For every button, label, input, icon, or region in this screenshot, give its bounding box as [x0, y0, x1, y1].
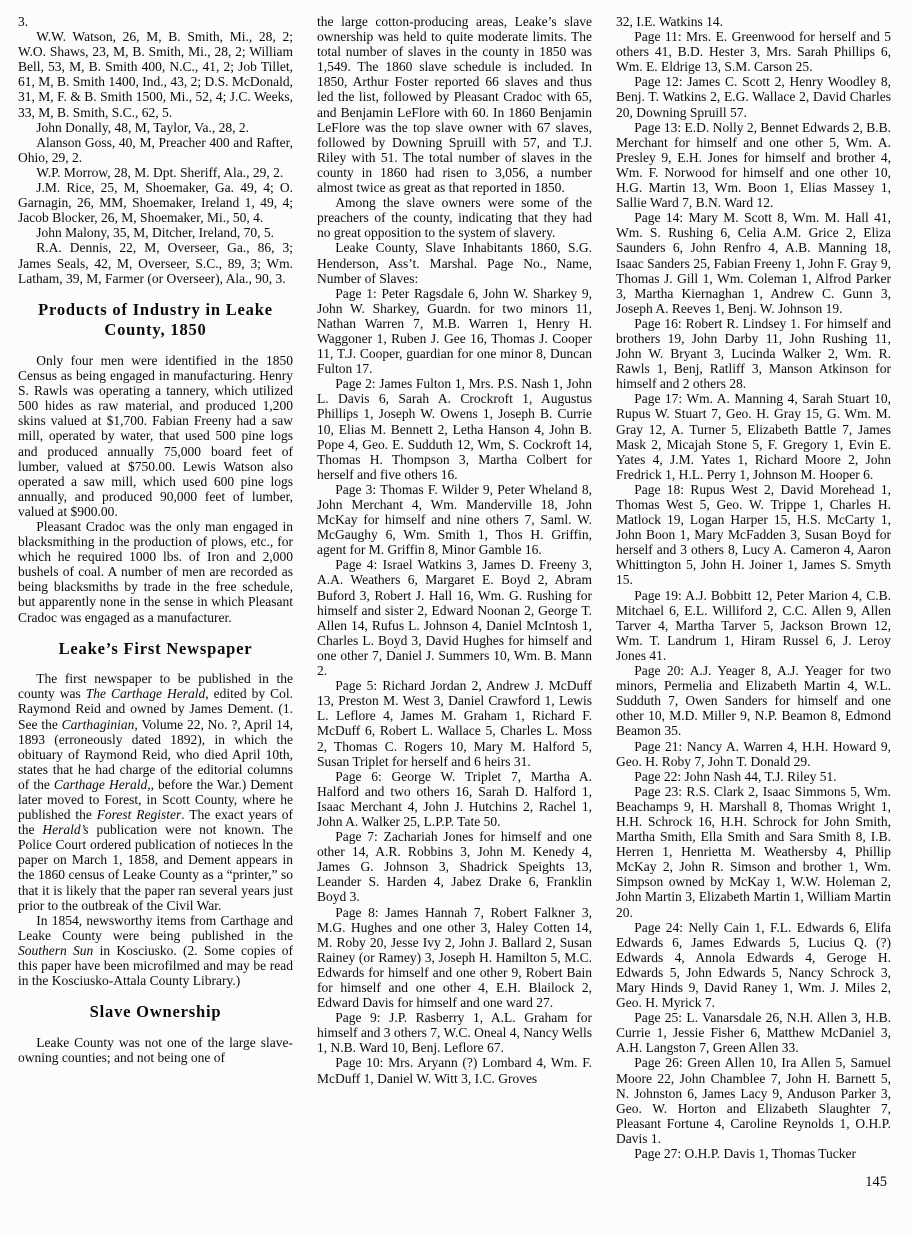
census-entry: Page 26: Green Allen 10, Ira Allen 5, Samuel Moore 22, John Chamblee 7, John H. Barnett 5, N. Johnston 6, James Lacy 9, Anduson Parker 3, Geo. W. Horton and Elizabeth Slaughter 7, Pleasant Fortune 4, Caroline Reynolds 1, O.H.P. Davis 1.: [616, 1055, 891, 1146]
census-entry: Page 13: E.D. Nolly 2, Bennet Edwards 2, B.B. Merchant for himself and one other 5, Wm. A. Presley 9, E.H. Jones for himself and brother 4, Wm. F. Norwood for himself and one other 10, H.G. Martin 13, Wm. Boon 1, Elias Massey 1, Sallie Ward 7, B.N. Ward 12.: [616, 119, 891, 211]
census-entry: Page 11: Mrs. E. Greenwood for herself and 5 others 41, B.D. Hester 3, Mrs. Sarah Phillips 6, Wm. E. Eldrige 13, S.M. Carson 25.: [616, 29, 891, 75]
body-text: , before the War.) Dement later moved to Forest, in Scott County, where he published the: [18, 776, 293, 823]
census-entry: Page 6: George W. Triplet 7, Martha A. Halford and two others 16, Sarah D. Halford 1, Isaac Merchant 4, John J. Hutchins 2, Rachel 1, John A. Walker 25, L.P.P. Tate 50.: [317, 768, 592, 829]
italic-title-text: Carthage Herald,: [53, 776, 151, 792]
census-entry: Page 4: Israel Watkins 3, James D. Freeny 3, A.A. Weathers 6, Margaret E. Boyd 2, Abram Buford 3, Robert J. Hall 16, Wm. G. Rushing for himself and sister 2, Edward Noonan 2, George T. Allen 14, Rufus L. Johnson 4, Daniel McIntosh 1, Charles L. Boyd 3, David Hughes for himself and one other 7, Daniel J. Summers 10, Wm. B. Mann 2.: [317, 557, 592, 679]
census-entry: Page 1: Peter Ragsdale 6, John W. Sharkey 9, John W. Sharkey, Guardn. for two minors 11, Nathan Warren 7, M.B. Warren 1, Henry H. Waggoner 1, Ruben J. Gee 16, Thomas J. Cooper 11, T.J. Cooper, guardian for one minor 8, Duncan Fulton 17.: [317, 285, 592, 377]
text-paragraph: Pleasant Cradoc was the only man engaged in blacksmithing in the production of plows, etc., for which he required 1000 lbs. of Iron and 2,000 bushels of coal. A number of men are recorded as being blacksmiths by trade in the free schedule, but apparently none in the sense in which Pleasant Cradoc was engaged as a manufacturer.: [18, 518, 293, 625]
column-right: [616, 14, 891, 1221]
census-entry: Page 22: John Nash 44, T.J. Riley 51.: [634, 768, 837, 784]
text-paragraph: W.W. Watson, 26, M, B. Smith, Mi., 28, 2; W.O. Shaws, 23, M, B. Smith, Mi., 28, 2; William Bell, 53, M, B. Smith 400, N.C., 41, 2; Job Tillet, 61, M, B. Smith 1400, Ind., 43, 2; D.S. McDonald, 31, M, F. & B. Smith 1500, Mi., 52, 4; J.C. Weeks, 33, M, B. Smith, S.C., 62, 5.: [18, 29, 293, 120]
census-entry: Page 12: James C. Scott 2, Henry Woodley 8, Benj. T. Watkins 2, E.G. Wallace 2, David Charles 20, Downing Spruill 57.: [616, 74, 891, 120]
census-entry: Page 16: Robert R. Lindsey 1. For himself and brothers 19, John Darby 11, John Rushing 11, John W. Bryant 3, Lucinda Walker 2, Wm. R. Rawls 1, Benj, Ratliff 3, Manson Atkinson for himself and 2 others 28.: [616, 315, 891, 392]
section-heading: Leake’s First Newspaper: [58, 638, 253, 658]
text-paragraph: R.A. Dennis, 22, M, Overseer, Ga., 86, 3; James Seals, 42, M, Overseer, S.C., 89, 3; Wm. Latham, 39, M, Farmer (or Overseer), Ala., 90, 3.: [18, 240, 293, 286]
body-text: publication were not known. The Police Court ordered publication of notieces ln the paper on March 1, 1858, and Dement appears in the 1860 census of Leake County as a “printer,” so that it is likely that the paper ran several years just prior to the outbreak of the Civil War.: [18, 822, 293, 913]
text-paragraph: the large cotton-producing areas, Leake’s slave ownership was held to quite moderate limits. The total number of slaves in the county in 1850 was 1,549. The 1860 slave schedule is included. In 1850, Arthur Foster reported 66 slaves and thus led the list, followed by Pleasant Cradoc with 65, and Benjamin LeFlore with 60. In 1860 Benjamin LeFlore was the top slave owner with 67 slaves, followed by Downing Spruill with 57, and T.J. Riley with 51. The total number of slaves in the county in 1860 had risen to 3,056, a number almost twice as great as that reported in 1850.: [317, 14, 592, 196]
text-paragraph: Among the slave owners were some of the preachers of the county, indicating that they had no great opposition to the system of slavery.: [317, 195, 592, 241]
text-paragraph: W.P. Morrow, 28, M. Dpt. Sheriff, Ala., 29, 2.: [36, 164, 284, 180]
census-entry: Page 17: Wm. A. Manning 4, Sarah Stuart 10, Rupus W. Stuart 7, Geo. H. Gray 15, G. Wm. M. Gray 12, A. Turner 5, Elizabeth Battle 7, James Mask 2, Micajah Stone 5, F. Gregory 1, Evin E. Yates 4, J.M. Yates 1, Richard Moore 2, John Fredrick 1, H.L. Perry 1, Johnson M. Hooper 6.: [616, 391, 891, 482]
text-paragraph: Alanson Goss, 40, M, Preacher 400 and Rafter, Ohio, 29, 2.: [18, 134, 293, 165]
text-paragraph: 3.: [18, 14, 29, 29]
census-entry: Page 5: Richard Jordan 2, Andrew J. McDuff 13, Preston M. West 3, Daniel Crawford 1, Lewis L. Leflore 4, James M. Graham 1, Richard F. McDuff 6, Robert L. Wallace 5, Charles L. Moss 2, Thomas C. Rogers 10, Mary M. Halford 5, Susan Triplet for herself and 6 heirs 31.: [317, 678, 592, 769]
body-text: In 1854, newsworthy items from Carthage and Leake County were being published in the: [18, 912, 293, 943]
italic-title-text: Southern Sun: [18, 942, 94, 958]
text-paragraph: John Malony, 35, M, Ditcher, Ireland, 70, 5.: [36, 225, 275, 241]
body-text: , Volume 22, No. ?, April 14, 1893 (erroneously dated 1892), in which the obituary of Raymond Reid, who died April 10th, states that he had charge of the editorial columns of the: [18, 716, 293, 792]
column-left: [18, 14, 293, 1221]
text-paragraph: Leake County, Slave Inhabitants 1860, S.G. Henderson, Ass’t. Marshal. Page No., Name, Number of Slaves:: [317, 240, 592, 286]
census-entry: Page 18: Rupus West 2, David Morehead 1, Thomas West 5, Geo. W. Trippe 1, Charles H. Matlock 19, Logan Harper 15, H.S. McCarty 1, John Boon 1, Mary McFadden 3, Susan Boyd for herself and 3 others 8, Lucy A. Cameron 4, Aaron Whittington 5, John H. Joiner 1, James S. Smyth 15.: [616, 481, 891, 588]
italic-title-text: Forest Register: [96, 807, 182, 823]
census-entry: Page 8: James Hannah 7, Robert Falkner 3, M.G. Hughes and one other 3, Haley Cotten 14, M. Roby 20, Jesse Ivy 2, John J. Ballard 2, Susan Rainey (or Ramey) 3, Joseph H. Hamilton 5, M.C. Edwards for himself and one other 9, Robert Bain for himself and one other 4, E.H. Blailock 2, Edward Davis for himself and one ward 27.: [317, 904, 592, 1011]
body-text: in Kosciusko. (2. Some copies of this paper have been microfilmed and may be read in the Kosciusko-Attala County Library.): [18, 942, 294, 989]
text-paragraph: [18, 671, 293, 913]
census-entry: Page 20: A.J. Yeager 8, A.J. Yeager for two minors, Permelia and Elizabeth Martin 4, W.L. Sudduth 7, Owen Sanders for himself and one other 10, M.D. Miller 9, N.P. Beamon 8, Edmond Beamon 35.: [616, 663, 891, 739]
census-entry: Page 21: Nancy A. Warren 4, H.H. Howard 9, Geo. H. Roby 7, John T. Donald 29.: [616, 738, 891, 769]
text-paragraph: Leake County was not one of the large slave-owning counties; and not being one of: [18, 1034, 293, 1065]
census-entry: Page 14: Mary M. Scott 8, Wm. M. Hall 41, Wm. S. Rushing 6, Celia A.M. Grice 2, Eliza Saunders 6, John Renfro 4, A.B. Manning 18, Isaac Sanders 25, Fabian Freeny 1, John F. Gray 9, Thomas J. Gill 1, Wm. Coleman 1, Alfrod Parker 3, Martha Kiernaghan 1, Andrew C. Gunn 3, Joseph A. Reeves 1, Benj. W. Johnson 19.: [616, 210, 891, 316]
census-entry: Page 23: R.S. Clark 2, Isaac Simmons 5, Wm. Beachamps 9, H. Marshall 8, Thomas Wright 1, H.H. Schrock 16, H.H. Schrock for John Smith, Martha Smith, Ella Smith and Sara Smith 8, I.B. Herren 1, Henrietta M. Weathersby 4, Phillip McKay 2, John R. Simson and brother 1, Wm. Simpson owned by McKay 1, W.W. Holeman 2, John Martin 3, Elizabeth Martin 1, William Martin 20.: [616, 783, 891, 920]
italic-title-text: The Carthage Herald: [85, 686, 206, 702]
text-paragraph: 32, I.E. Watkins 14.: [616, 14, 724, 29]
census-entry: Page 3: Thomas F. Wilder 9, Peter Wheland 8, John Merchant 4, Wm. Manderville 18, John McKay for himself and nine others 7, Saml. W. McGaughy 6, Wm. Smith 1, Thos H. Griffin, agent for M. Griffin 8, Minor Gamble 16.: [317, 481, 592, 558]
body-text: . The exact years of the: [18, 807, 293, 838]
text-paragraph: [18, 913, 293, 988]
italic-title-text: Herald’s: [42, 822, 89, 838]
column-middle: [317, 14, 592, 1221]
census-entry: Page 25: L. Vanarsdale 26, N.H. Allen 3, H.B. Currie 1, Jessie Fisher 6, Matthew McDaniel 3, A.H. Langston 7, Green Allen 33.: [616, 1010, 891, 1056]
census-entry: Page 10: Mrs. Aryann (?) Lombard 4, Wm. F. McDuff 1, Daniel W. Witt 3, I.C. Groves: [317, 1055, 592, 1086]
italic-title-text: Carthaginian: [61, 716, 135, 732]
body-text: , edited by Col. Raymond Reid and owned by James Dement. (1. See the: [18, 686, 293, 732]
text-paragraph: J.M. Rice, 25, M, Shoemaker, Ga. 49, 4; O. Garnagin, 26, MM, Shoemaker, Ireland 1, 49, 4; Jacob Blocker, 26, M, Shoemaker, Mi., 50, 4.: [18, 180, 293, 226]
section-heading: Slave Ownership: [89, 1002, 222, 1022]
census-entry: Page 2: James Fulton 1, Mrs. P.S. Nash 1, John L. Davis 6, Sarah A. Crockroft 1, Augustus Phillips 1, Joseph W. Owens 1, Joseph B. Currie 10, Elias M. Bennett 2, Letha Hanson 4, John B. Pope 4, Geo. E. Sudduth 12, Wm, S. Cockroft 14, Thomas H. Thompson 3, Martha Colbert for herself and five others 16.: [317, 376, 592, 482]
text-paragraph: John Donally, 48, M, Taylor, Va., 28, 2.: [36, 119, 249, 135]
census-entry: Page 7: Zachariah Jones for himself and one other 14, A.R. Robbins 3, John M. Kenedy 4, James G. Johnson 3, Shadrick Speights 13, Leander S. Harden 4, Jabez Drake 6, Franklin Boyd 3.: [317, 829, 592, 905]
section-heading: Products of Industry in Leake County, 1850: [38, 299, 273, 340]
census-entry: Page 19: A.J. Bobbitt 12, Peter Marion 4, C.B. Mitchael 6, E.L. Williford 2, C.C. Allen 9, Allen Tarver 4, Martha Tarver 5, Jackson Brown 12, Wm. T. Landrum 1, Hiram Russel 6, J. Leroy Jones 41.: [616, 587, 891, 663]
census-entry: Page 24: Nelly Cain 1, F.L. Edwards 6, Elifa Edwards 6, James Edwards 5, Lucius Q. (?) Edwards 4, Annola Edwards 4, Geroge H. Edwards 5, John Edwards 5, Nancy Schrock 3, Mary Hinds 9, David Raney 1, Wm. J. Miles 2, Geo. H. Myrick 7.: [616, 919, 891, 1011]
census-entry: Page 27: O.H.P. Davis 1, Thomas Tucker: [634, 1146, 856, 1162]
census-entry: Page 9: J.P. Rasberry 1, A.L. Graham for himself and 3 others 7, W.C. Oneal 4, Nancy Wells 1, N.B. Ward 10, Benj. Leflore 67.: [317, 1010, 592, 1056]
page-number: 145: [865, 1174, 887, 1191]
text-paragraph: Only four men were identified in the 1850 Census as being engaged in manufacturing. Henry S. Rawls was operating a tannery, which utilized 500 hides as raw material, and produced 1,200 skins valued at $1,700. Fabian Freeny had a saw mill, operated by water, that used 500 pine logs and produced annually 75,000 board feet of lumber, valued at $750.00. Lewis Watson also operated a saw mill, which used 600 pine logs annually, and produced 90,000 feet of lumber, valued at $900.00.: [18, 352, 293, 519]
body-text: The first newspaper to be published in the county was: [18, 671, 293, 702]
